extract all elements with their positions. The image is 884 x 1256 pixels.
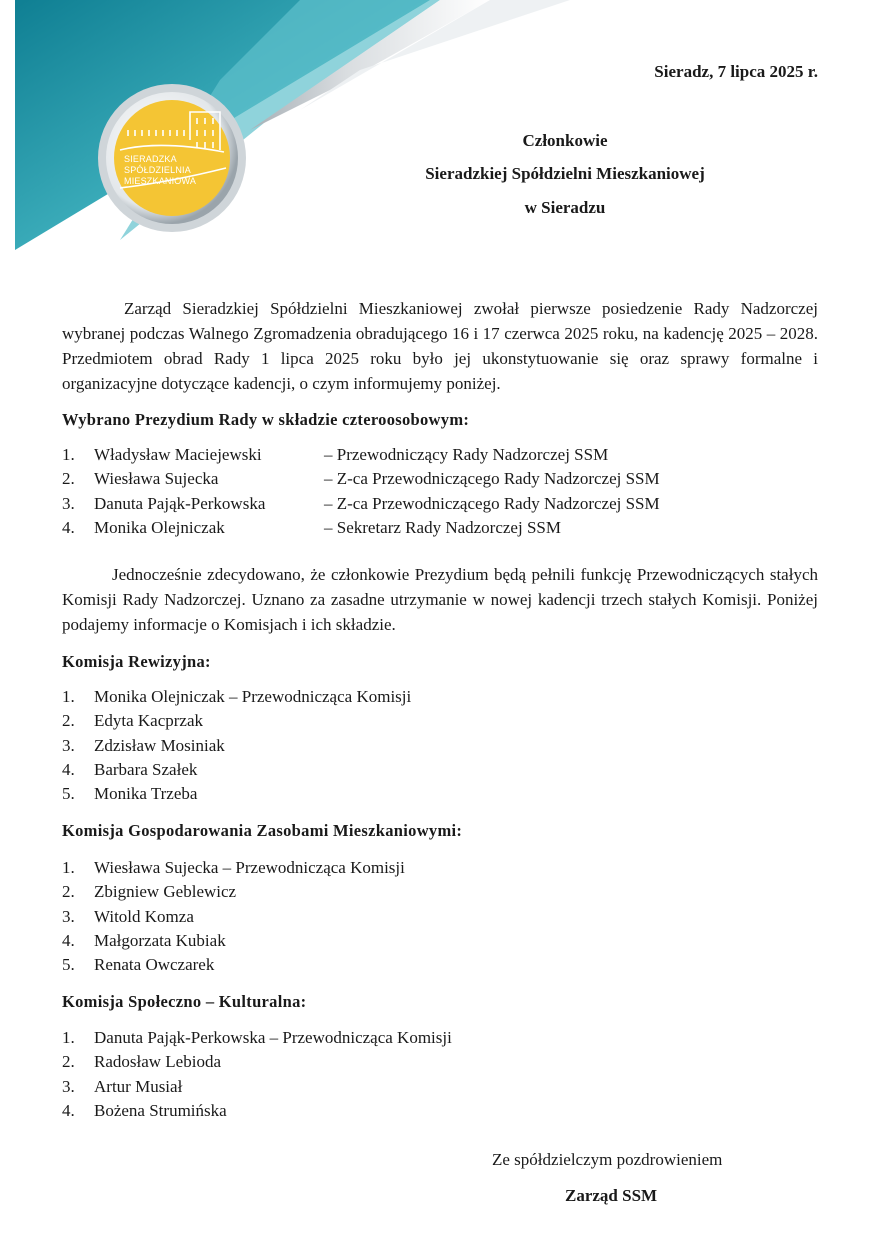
item-number: 3. [62,735,75,755]
item-number: 3. [62,493,75,513]
member-text: Radosław Lebioda [94,1052,221,1072]
committee-heading-gospodarowania: Komisja Gospodarowania Zasobami Mieszkaniowymi: [62,821,463,840]
member-name: Danuta Pająk-Perkowska [94,493,266,513]
member-text: Artur Musiał [94,1076,183,1096]
list-item [62,1099,452,1123]
member-name: Władysław Maciejewski [94,445,262,464]
member-role: – Sekretarz Rady Nadzorczej SSM [324,517,561,537]
logo-line-3: MIESZKANIOWA [124,176,197,186]
item-number: 1. [62,858,75,877]
member-role: – Z-ca Przewodniczącego Rady Nadzorczej SSM [324,469,660,489]
member-name: Wiesława Sujecka [94,469,219,489]
list-item [62,929,405,953]
item-number: 4. [62,930,75,950]
letterhead-banner [0,0,884,260]
list-item [62,905,405,929]
list-item [62,1050,452,1074]
member-text: Danuta Pająk-Perkowska – Przewodnicząca Komisji [94,1028,452,1047]
member-text: Witold Komza [94,906,194,926]
second-paragraph [62,562,818,637]
presidium-list [62,443,660,540]
list-item [62,685,411,709]
list-item [62,492,660,516]
member-text: Barbara Szałek [94,759,198,779]
item-number: 2. [62,1052,75,1072]
member-text: Wiesława Sujecka – Przewodnicząca Komisji [94,858,405,877]
list-item [62,1075,452,1099]
signature: Zarząd SSM [565,1186,658,1205]
member-text: Zbigniew Geblewicz [94,882,237,902]
item-number: 1. [62,687,75,706]
item-number: 5. [62,955,75,975]
item-number: 4. [62,1100,75,1120]
logo-line-1: SIERADZKA [124,154,177,164]
list-item [62,1026,452,1050]
list-item [62,880,405,904]
member-text: Małgorzata Kubiak [94,930,226,950]
letter-date: Sieradz, 7 lipca 2025 r. [654,62,818,81]
item-number: 5. [62,784,75,804]
member-role: – Z-ca Przewodniczącego Rady Nadzorczej SSM [324,493,660,513]
member-text: Bożena Strumińska [94,1100,227,1120]
item-number: 4. [62,759,75,779]
item-number: 4. [62,517,75,537]
list-item [62,782,411,806]
committee-heading-rewizyjna: Komisja Rewizyjna: [62,652,211,671]
presidium-heading: Wybrano Prezydium Rady w składzie czteroosobowym: [62,410,470,429]
intro-text: Zarząd Sieradzkiej Spółdzielni Mieszkaniowej zwołał pierwsze posiedzenie Rady Nadzorczej wybranej podczas Walnego Zgromadzenia obradującego 16 i 17 czerwca 2025 roku, na kadencję 2025 – 2028. Przedmiotem obrad Rady 1 lipca 2025 roku było jej ukonstytuowanie się oraz sprawy formalne i organizacyjne dotyczące kadencji, o czym informujemy poniżej. [62,299,818,393]
list-item [62,516,660,540]
member-text: Monika Olejniczak – Przewodnicząca Komisji [94,687,412,706]
member-text: Edyta Kacprzak [94,711,204,731]
logo-line-2: SPÓŁDZIELNIA [124,165,191,175]
recipient-line-2: Sieradzkiej Spółdzielni Mieszkaniowej [425,164,705,183]
item-number: 1. [62,445,75,464]
item-number: 3. [62,1076,75,1096]
second-text: Jednocześnie zdecydowano, że członkowie Prezydium będą pełnili funkcję Przewodniczących stałych Komisji Rady Nadzorczej. Uznano za zasadne utrzymanie w nowej kadencji trzech stałych Komisji. Poniżej podajemy informacje o Komisjach i ich składzie. [62,565,818,634]
committee-list-spoleczno [62,1026,452,1123]
list-item [62,734,411,758]
list-item [62,953,405,977]
list-item [62,709,411,733]
item-number: 1. [62,1028,75,1047]
member-name: Monika Olejniczak [94,517,225,537]
committee-list-gospodarowania [62,856,405,977]
list-item [62,856,405,880]
item-number: 2. [62,882,75,902]
logo-text [124,154,196,187]
closing-greeting: Ze spółdzielczym pozdrowieniem [492,1150,723,1169]
list-item [62,443,660,467]
member-text: Zdzisław Mosiniak [94,735,225,755]
intro-paragraph [62,296,818,396]
recipient-line-1: Członkowie [522,131,608,150]
recipient-line-3: w Sieradzu [524,198,606,217]
item-number: 3. [62,906,75,926]
member-role: – Przewodniczący Rady Nadzorczej SSM [324,445,609,464]
list-item [62,758,411,782]
item-number: 2. [62,711,75,731]
committee-list-rewizyjna [62,685,411,806]
item-number: 2. [62,469,75,489]
member-text: Renata Owczarek [94,955,215,975]
list-item [62,467,660,491]
member-text: Monika Trzeba [94,784,198,804]
committee-heading-spoleczno: Komisja Społeczno – Kulturalna: [62,992,307,1011]
